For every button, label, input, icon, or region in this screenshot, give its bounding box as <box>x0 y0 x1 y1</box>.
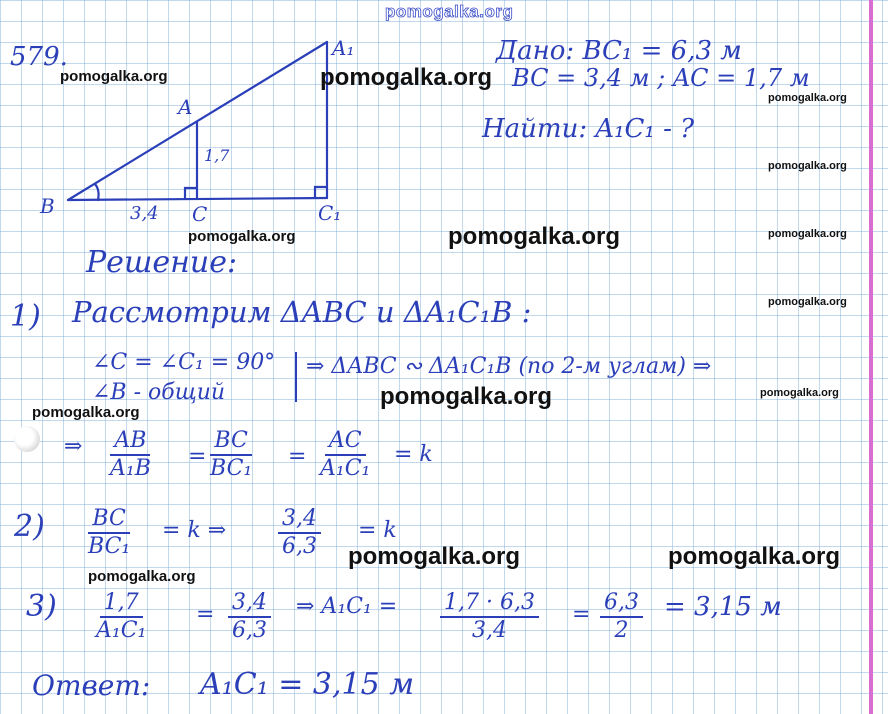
watermark: pomogalka.org <box>448 223 621 250</box>
watermark: pomogalka.org <box>348 543 521 570</box>
ratio-eq-1: = <box>188 444 207 469</box>
label-A: A <box>178 95 193 119</box>
watermark: pomogalka.org <box>768 228 847 240</box>
step3-6-3-num: 6,3 <box>600 592 643 618</box>
step3-arrow: ⇒ A₁C₁ = <box>296 594 398 619</box>
label-C1: C₁ <box>318 201 342 225</box>
ratio-BC-BC1 <box>210 430 252 480</box>
watermark: pomogalka.org <box>668 543 841 570</box>
step3-A1C1: A₁C₁ <box>96 618 147 643</box>
ratio-AC-A1C1 <box>320 430 370 480</box>
step2-fraction-1 <box>88 508 130 558</box>
answer-value: A₁C₁ = 3,15 м <box>200 667 415 702</box>
brace-bar <box>295 352 297 402</box>
watermark: pomogalka.org <box>768 92 847 104</box>
problem-number: 579. <box>10 42 68 72</box>
step3-fraction-2 <box>228 592 271 642</box>
step3-fraction-3 <box>440 592 539 642</box>
watermark: pomogalka.org <box>760 387 839 399</box>
label-B: B <box>40 194 55 218</box>
ratio-eq-2: = <box>288 444 307 469</box>
watermark: pomogalka.org <box>60 68 168 85</box>
ratio-k: = k <box>394 442 433 467</box>
step3-3-4-den: 3,4 <box>471 618 507 643</box>
step1-text: Рассмотрим ΔABC и ΔA₁C₁B : <box>72 295 532 329</box>
watermark: pomogalka.org <box>768 160 847 172</box>
ratio-A1C1: A₁C₁ <box>320 456 371 481</box>
step1-number: 1) <box>10 299 41 334</box>
ratio-A1B: A₁B <box>110 456 151 481</box>
given-line-1: Дано: BC₁ = 6,3 м <box>496 36 742 66</box>
step2-number: 2) <box>14 509 45 544</box>
watermark: pomogalka.org <box>188 228 296 245</box>
step2-BC: BC <box>88 508 129 534</box>
angle-B-arc <box>95 184 99 200</box>
watermark: pomogalka.org <box>88 568 196 585</box>
step3-result: = 3,15 м <box>664 592 782 622</box>
similarity-line: ⇒ ΔABC ∾ ΔA₁C₁B (по 2-м углам) ⇒ <box>306 354 712 379</box>
step3-eq-2: = <box>572 602 591 627</box>
watermark: pomogalka.org <box>32 404 140 421</box>
ratio-BC: BC <box>210 430 251 456</box>
ratio-BC1: BC₁ <box>210 456 253 481</box>
step2-BC1: BC₁ <box>88 534 131 559</box>
angles-line-2: ∠B - общий <box>92 380 226 405</box>
step2-k-2: = k <box>358 518 397 543</box>
solution-heading: Решение: <box>86 245 238 280</box>
ratio-AC: AC <box>325 430 366 456</box>
given-line-2: BC = 3,4 м ; AC = 1,7 м <box>512 64 810 92</box>
find-line: Найти: A₁C₁ - ? <box>482 114 695 144</box>
step2-k: = k ⇒ <box>162 518 227 543</box>
ratio-AB-A1B <box>110 430 151 480</box>
label-A1: A₁ <box>332 36 355 60</box>
watermark: pomogalka.org <box>320 64 493 91</box>
step3-number: 3) <box>26 589 57 624</box>
watermark: pomogalka.org <box>768 296 847 308</box>
step3-1-7: 1,7 <box>100 592 143 618</box>
ratio-arrow: ⇒ <box>64 434 83 459</box>
step2-6-3: 6,3 <box>282 534 317 559</box>
label-C: C <box>192 202 208 226</box>
step3-6-3: 6,3 <box>232 618 267 643</box>
step3-fraction-1 <box>96 592 146 642</box>
length-AC: 1,7 <box>204 146 230 165</box>
length-BC: 3,4 <box>130 203 159 224</box>
step3-eq-1: = <box>196 602 215 627</box>
step3-fraction-4 <box>600 592 643 642</box>
ratio-AB: AB <box>110 430 150 456</box>
answer-label: Ответ: <box>32 669 151 702</box>
watermark: pomogalka.org <box>380 383 553 410</box>
step2-fraction-2 <box>278 508 321 558</box>
top-watermark: pomogalka.org <box>385 2 514 21</box>
right-angle-C <box>185 188 197 199</box>
step3-3-4: 3,4 <box>228 592 271 618</box>
step2-3-4: 3,4 <box>278 508 321 534</box>
step3-2: 2 <box>614 618 629 643</box>
right-angle-C1 <box>315 187 327 198</box>
angles-line-1: ∠C = ∠C₁ = 90° <box>92 350 276 375</box>
step3-product: 1,7 · 6,3 <box>440 592 539 618</box>
